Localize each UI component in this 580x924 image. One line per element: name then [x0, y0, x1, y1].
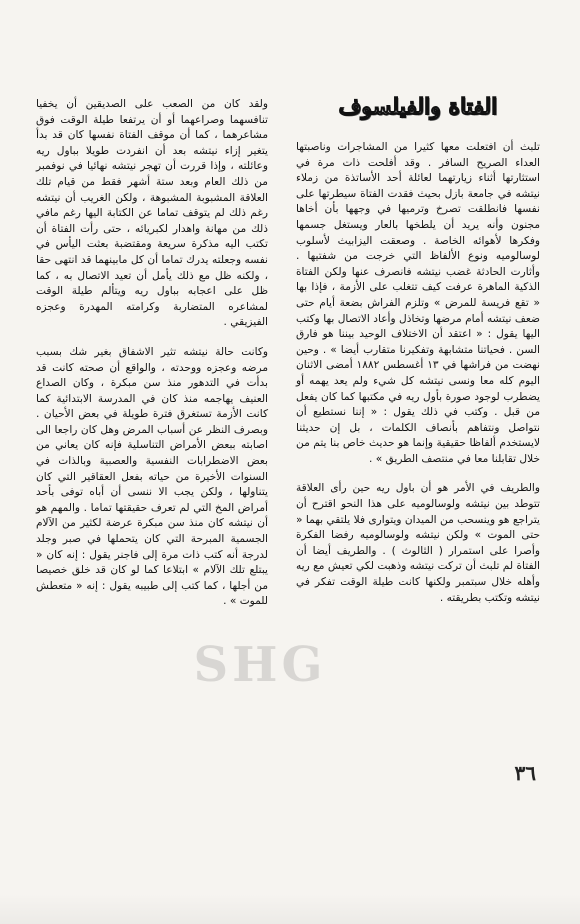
paragraph: ولقد كان من الصعب على الصديقين أن يخفيا تنافسهما وصراعهما أو أن يرتفعا طيلة الوقت فوق مشاعرهما ، كما أن موقف الفتاة نفسها كان قد بدأ يتغير إزاء نيتشه بعد أن انفردت طويلا بباول ريه وعائلته ، وإذا قررت أن تهجر نيتشه نهائيا في نوفمبر من ذلك العام وبعد ستة أشهر فقط من قيام تلك العلاقة المشبوبة المشبوهة ، ولكن الغريب أن نيتشه رغم ذلك لم يتوقف تماما عن الكتابة اليها رغم مافي ذلك من مهانة واهدار لكبريائه ، حتى رأت الفتاة أن تكتب اليه مذكرة سريعة ومقتضبة بعثت اليأس في نفسه وجعلته يدرك تماما أن كل مابينهما قد انتهى حقا ، ولكنه ظل مع ذلك يأمل أن تعيد الاتصال به ، كما ظل على اعجابه بباول ريه ويتألم طيلة الوقت لمشاعره المتضاربة وكرامته المهدرة وعجزه الفيزيقي . [36, 98, 268, 329]
paragraph-gap [36, 331, 268, 345]
left-text-column [36, 97, 268, 610]
scan-shadow [0, 894, 580, 924]
watermark-logo [140, 620, 380, 710]
paragraph: وكانت حالة نيتشه تثير الاشفاق بغير شك بسبب مرضه وعجزه ووحدته ، والواقع أن صحته كانت قد بدأت في التدهور منذ سن مبكرة ، وكان الصداع العنيف يهاجمه منذ كان في المدرسة الابتدائية كما كانت الأزمة تستغرق فترة طويلة في بعض الأحيان . وبصرف النظر عن أسباب المرض وهل كان راجعا الى اصابته ببعض الأمراض التناسلية فإنه كان يعاني من بعض الاضطرابات النفسية والعصبية وبالذات في السنوات الأخيرة من حياته بفعل العقاقير التي كان يتناولها ، ولكن يجب الا ننسى أن أباه توفى بأحد أمراض المخ التي لم تعرف حقيقتها تماما . والمهم هو أن نيتشه كان منذ سن مبكرة عرضة لكثير من الآلام الجسمية المبرحة التي كان يتحملها في صبر وجلد لدرجة أنه كتب ذات مرة إلى فاجنر يقول : إنه كان « يبتلع تلك الآلام » ابتلاعا كما لو كان قد خلق خصيصا من أجلها ، كما كتب إلى طبيبه يقول : إنه « متعطش للموت » . [36, 345, 268, 608]
paragraph: والطريف في الأمر هو أن باول ريه حين رأى العلاقة تتوطد بين نيتشه ولوسالوميه على هذا النحو اقترح أن يتراجع هو وينسحب من الميدان ويتوارى فلا يلتقي بهما « حتى الموت » ولكن نيتشه ولوسالوميه رفضا الفكرة وأصرا على استمرار ( الثالوث ) . والطريف أيضا أن الفتاة لم تلبث أن تركت نيتشه وذهبت لكي تعيش مع ريه وأهله خلال سبتمبر ولكنها كانت طيلة الوقت تفكر في نيتشه وتكتب بطريقته . [296, 482, 540, 604]
right-text-column [296, 140, 540, 606]
paragraph-gap [296, 467, 540, 481]
paragraph: تلبث أن افتعلت معها كثيرا من المشاجرات وناصبتها العداء الصريح السافر . وقد أفلحت ذات مرة في استثارتها أثناء زيارتهما لعائلة أحد الأساتذة من زملاء نيتشه في جامعة بازل بحيث فقدت الفتاة سيطرتها على نفسها فانطلقت تصرخ وترميها في وجهها بأن أخاها مجنون وأنه يريد أن يلطخها بالعار ويستغل جسمها وفكرها لأهوائه الخاصة . وصعقت اليزابيث لأسلوب لوسالوميه ونوع الألفاظ التي خرجت من شفتيها . وأثارت الحادثة غضب نيتشه فانصرف عنها ولكن الفتاة الذكية الماهرة عرفت كيف تتغلب على الأزمة ، فإذا بها « تقع فريسة للمرض » وتلزم الفراش بضعة أيام حتى ضعف نيتشه أمام مرضها وتخاذل وأعاد الاتصال بها وكتب اليها يقول : « اعتقد أن الاختلاف الوحيد بيننا هو فارق السن . فحياتنا متشابهة وتفكيرنا متقارب أيضا » . وحين نهضت من فراشها في ١٣ أغسطس ١٨٨٢ أمضى الاثنان اليوم كله معا ونسى نيتشه كل شيء ولم يعد يهمه أو يضطرب لوجود صورة بأول ريه في مكتبها كما كان يفعل من قبل . وكتب في ذلك يقول : « إننا نستطيع أن نتواصل ونتفاهم بأنصاف الكلمات ، بل إن حديثنا لايستخدم ألفاظا حقيقية وإنما هو حديث خاص بنا يتم من خلال تقابلنا معا في منتصف الطريق » . [296, 141, 540, 465]
watermark-text: SHG [193, 637, 327, 693]
page-number: ٣٦ [514, 761, 536, 785]
chapter-title: الفتاة والفيلسوف [338, 94, 498, 120]
